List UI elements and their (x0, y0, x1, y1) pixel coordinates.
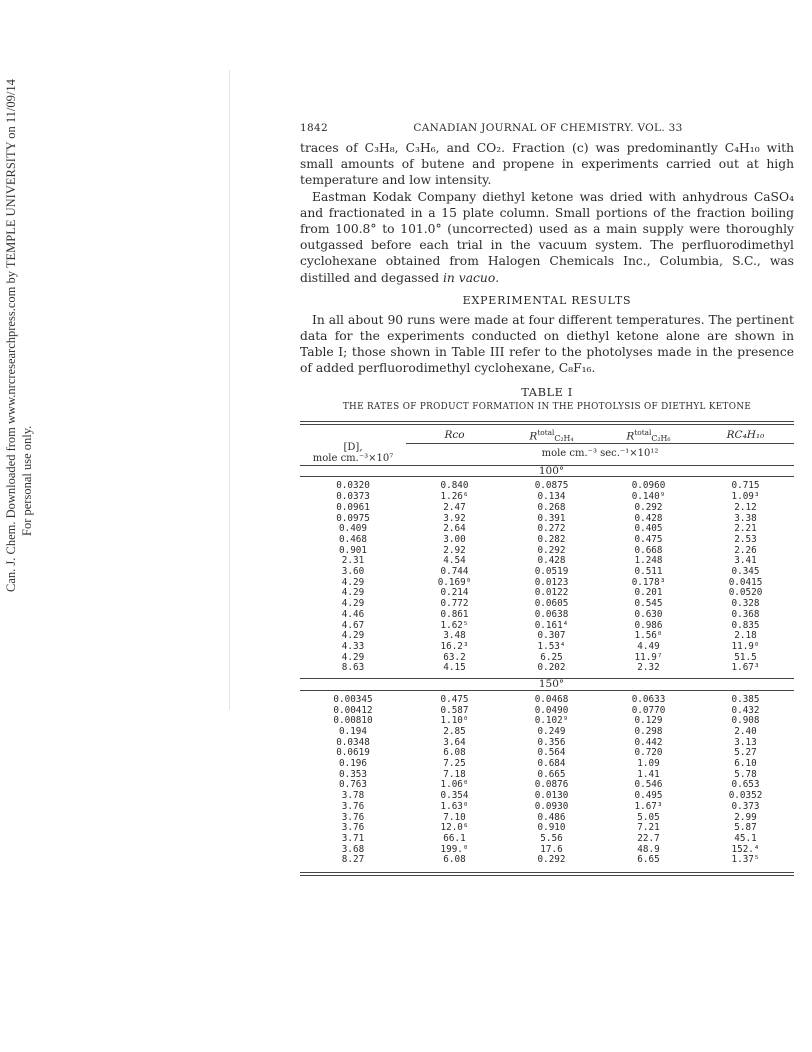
table-cell: 0.201 (634, 587, 663, 599)
table-cell: 0.268 (537, 501, 566, 513)
table-row (300, 610, 794, 621)
table-cell: 0.475 (634, 533, 663, 545)
table-cell: 2.53 (734, 533, 757, 545)
table-cell: 0.468 (339, 533, 367, 545)
table-cell: 1.67³ (634, 800, 663, 812)
table-cell: 0.0490 (534, 704, 569, 716)
table-cell: 3.60 (341, 566, 365, 578)
download-notice-line: Can. J. Chem. Downloaded from www.nrcresearchpress.com by TEMPLE UNIVERSITY on 11/09/14 (4, 79, 18, 592)
table-cell: 5.27 (734, 747, 757, 759)
table-cell: 7.25 (443, 758, 466, 770)
col-header-c2h6: $R^{total}C_2H_6$ (600, 428, 697, 444)
table-cell: 0.129 (634, 715, 663, 727)
table-cell: 0.178³ (631, 576, 666, 588)
table-cell: 1.53⁴ (537, 641, 566, 652)
table-cell: 66.1 (443, 832, 466, 844)
table-cell: 0.292 (537, 544, 566, 556)
table-cell: 3.76 (341, 822, 365, 834)
running-title: CANADIAN JOURNAL OF CHEMISTRY. VOL. 33 (413, 122, 683, 134)
temperature-row (300, 679, 794, 691)
table-cell: 0.720 (634, 747, 663, 759)
table-cell: 0.0961 (336, 501, 370, 513)
table-cell: 2.32 (637, 662, 660, 674)
table-cell: 0.194 (339, 725, 367, 737)
table-cell: 4.54 (443, 555, 466, 567)
table-cell: 199.⁰ (440, 843, 469, 855)
table-cell: 4.29 (341, 651, 365, 663)
table-cell: 0.00810 (333, 715, 373, 727)
personal-use-notice: For personal use only. (20, 425, 34, 536)
table-row (300, 802, 794, 813)
table-cell: 6.08 (443, 854, 466, 866)
table-cell: 16.2³ (440, 641, 469, 652)
table-cell: 0.405 (634, 523, 663, 535)
table-cell: 0.442 (634, 736, 663, 748)
table-cell: 0.986 (634, 619, 663, 631)
table-cell: 1.67³ (731, 662, 760, 674)
table-cell: 0.0770 (631, 704, 666, 716)
table-cell: 4.29 (341, 576, 365, 588)
table-cell: 0.0130 (534, 790, 569, 802)
table-cell: 0.0373 (336, 491, 370, 503)
table-cell: 4.46 (341, 608, 365, 620)
table-caption: THE RATES OF PRODUCT FORMATION IN THE PHOTOLYSIS OF DIETHYL KETONE (342, 401, 752, 412)
table-cell: 0.307 (537, 630, 566, 642)
table-cell: 152.⁴ (731, 843, 760, 855)
table-cell: 51.5 (734, 651, 757, 663)
table-cell: 0.196 (339, 758, 367, 770)
table-cell: 0.409 (339, 523, 367, 535)
running-header (300, 122, 794, 134)
table-cell: 2.31 (341, 555, 365, 567)
table-cell: 0.356 (537, 736, 566, 748)
margin-rule (229, 70, 230, 710)
table-cell: 2.47 (443, 501, 466, 513)
table-cell: 0.0605 (534, 598, 569, 610)
table-cell: 2.64 (443, 523, 466, 535)
table-cell: 3.13 (734, 736, 757, 748)
table-cell: 4.67 (341, 619, 365, 631)
table-cell: 0.587 (440, 704, 469, 716)
table-cell: 0.0975 (336, 512, 370, 524)
table-cell: 0.272 (537, 523, 566, 535)
page-number: 1842 (300, 122, 328, 134)
table-cell: 3.76 (341, 800, 365, 812)
table-row (300, 695, 794, 706)
table-cell: 2.18 (734, 630, 757, 642)
table-cell: 6.25 (540, 651, 563, 663)
table-cell: 0.0638 (534, 608, 569, 620)
paragraph: In all about 90 runs were made at four different temperatures. The pertinent data for the experiments conducted on diethyl ketone alone are shown in Table I; those shown in Table III refer to the photolyses made in the presence of added perfluorodimethyl cyclohexane, C₈F₁₆. (300, 312, 794, 376)
col-header-rco: Rco (406, 428, 503, 444)
table-cell: 0.428 (537, 555, 566, 567)
table-cell: 3.76 (341, 811, 365, 823)
table-cell: 0.328 (731, 598, 760, 610)
table-cell: 0.161⁴ (534, 619, 569, 631)
table-cell: 0.169⁰ (437, 576, 472, 588)
table-cell: 0.495 (634, 790, 663, 802)
table-cell: 0.00345 (333, 693, 373, 705)
journal-page (300, 122, 794, 876)
table-cell: 1.26⁶ (440, 491, 469, 503)
temperature-label: 100° (503, 465, 600, 477)
table-cell: 0.0930 (534, 800, 569, 812)
table-cell: 0.653 (731, 779, 760, 791)
table-cell: 0.546 (634, 779, 663, 791)
table-cell: 0.432 (731, 704, 760, 716)
table-cell: 0.298 (634, 725, 663, 737)
table-cell: 1.248 (634, 555, 663, 567)
table-cell: 3.41 (734, 555, 757, 567)
table-cell: 0.0876 (534, 779, 569, 791)
table-cell: 0.0633 (631, 693, 666, 705)
table-cell: 2.40 (734, 725, 757, 737)
data-table (300, 421, 794, 876)
table-cell: 0.102⁹ (534, 715, 569, 727)
table-cell: 11.9⁷ (634, 651, 663, 663)
table-cell: 2.99 (734, 811, 757, 823)
temperature-row (300, 465, 794, 477)
section-heading: EXPERIMENTAL RESULTS (462, 293, 632, 307)
table-cell: 0.0122 (534, 587, 569, 599)
table-cell: 8.63 (341, 662, 365, 674)
table-cell: 0.249 (537, 725, 566, 737)
table-cell: 0.0352 (728, 790, 763, 802)
table-cell: 5.78 (734, 768, 757, 780)
table-cell: 2.92 (443, 544, 466, 556)
table-cell: 1.09 (637, 758, 660, 770)
table-cell: 0.292 (634, 501, 663, 513)
table-cell: 0.772 (440, 598, 469, 610)
table-cell: 5.05 (637, 811, 660, 823)
table-cell: 0.353 (339, 768, 367, 780)
table-cell: 4.29 (341, 598, 365, 610)
table-cell: 3.92 (443, 512, 466, 524)
table-cell: 0.0320 (336, 480, 370, 492)
table-cell: 3.38 (734, 512, 757, 524)
table-cell: 1.41 (637, 768, 660, 780)
table-cell: 12.0⁶ (440, 822, 469, 834)
table-cell: 63.2 (443, 651, 466, 663)
table-cell: 0.0619 (336, 747, 370, 759)
col-header-d: [D], mole cm.⁻³×10⁷ (312, 442, 394, 465)
table-cell: 1.06⁰ (440, 779, 469, 791)
table-cell: 0.0520 (728, 587, 763, 599)
table-cell: 0.282 (537, 533, 566, 545)
table-cell: 0.630 (634, 608, 663, 620)
paragraph (300, 189, 794, 286)
table-cell: 4.15 (443, 662, 466, 674)
table-cell: 0.391 (537, 512, 566, 524)
table-cell: 0.428 (634, 512, 663, 524)
table-cell: 0.908 (731, 715, 760, 727)
table-cell: 1.56⁰ (634, 630, 663, 642)
table-cell: 45.1 (734, 832, 757, 844)
table-cell: 7.10 (443, 811, 466, 823)
table-cell: 7.18 (443, 768, 466, 780)
table-cell: 0.835 (731, 619, 760, 631)
table-cell: 0.345 (731, 566, 760, 578)
table-cell: 0.665 (537, 768, 566, 780)
table-cell: 48.9 (637, 843, 660, 855)
table-cell: 3.00 (443, 533, 466, 545)
table-cell: 1.09³ (731, 491, 760, 503)
table-cell: 3.71 (341, 832, 365, 844)
table-cell: 1.37⁵ (731, 854, 760, 866)
table-cell: 0.00412 (333, 704, 373, 716)
table-cell: 0.744 (440, 566, 469, 578)
table-cell: 4.33 (341, 641, 365, 652)
table-cell: 6.10 (734, 758, 757, 770)
table-cell: 3.48 (443, 630, 466, 642)
table-cell: 0.354 (440, 790, 469, 802)
table-cell: 0.668 (634, 544, 663, 556)
table-row (300, 855, 794, 866)
units-row (300, 443, 794, 465)
paragraph: traces of C₃H₈, C₃H₆, and CO₂. Fraction (c) was predominantly C₄H₁₀ with small amounts of butene and propene in experiments carried out at high temperature and low intensity. (300, 141, 794, 188)
table-cell: 6.65 (637, 854, 660, 866)
table-row (300, 503, 794, 514)
table-cell: 0.486 (537, 811, 566, 823)
table-cell: 0.715 (731, 480, 760, 492)
table-cell: 0.385 (731, 693, 760, 705)
table-cell: 0.0468 (534, 693, 569, 705)
table-cell: 3.68 (341, 843, 365, 855)
temperature-label: 150° (503, 679, 600, 691)
table-cell: 2.12 (734, 501, 757, 513)
table-cell: 17.6 (540, 843, 563, 855)
table-cell: 0.0875 (534, 480, 569, 492)
table-title: TABLE I (521, 384, 573, 399)
table-cell: 6.08 (443, 747, 466, 759)
table-cell: 0.202 (537, 662, 566, 674)
table-cell: 3.64 (443, 736, 466, 748)
table-cell: 1.63⁰ (440, 800, 469, 812)
table-cell: 8.27 (341, 854, 365, 866)
table-cell: 0.684 (537, 758, 566, 770)
table-cell: 0.292 (537, 854, 566, 866)
download-notice (0, 79, 40, 594)
table-cell: 0.840 (440, 480, 469, 492)
table-cell: 0.910 (537, 822, 566, 834)
table-cell: 0.214 (440, 587, 469, 599)
table-cell: 2.26 (734, 544, 757, 556)
table-cell: 1.10⁰ (440, 715, 469, 727)
table-cell: 4.49 (637, 641, 660, 652)
table-cell: 4.29 (341, 630, 365, 642)
table-cell: 5.56 (540, 832, 563, 844)
table-cell: 0.140⁹ (631, 491, 666, 503)
table-cell: 0.0415 (728, 576, 763, 588)
col-header-c2h4: $R^{total}C_2H_4$ (503, 428, 600, 444)
table-cell: 0.134 (537, 491, 566, 503)
col-header-c4h10: RC₄H₁₀ (697, 428, 794, 444)
table-cell: 0.511 (634, 566, 663, 578)
table-cell: 2.21 (734, 523, 757, 535)
table-cell: 22.7 (637, 832, 660, 844)
table-cell: 1.62⁵ (440, 619, 469, 631)
paragraph-text: Eastman Kodak Company diethyl ketone was dried with anhydrous CaSO₄ and fractionated in a 15 plate column. Small portions of the fraction boiling from 100.8° to 101.0° (uncorrected) used as a main supply were thoroughly outgassed before each trial in the vacuum system. The perfluorodimethyl cyclohexane obtained from Halogen Chemicals Inc., Columbia, S.C., was distilled and degassed in vacuo. (300, 189, 794, 285)
header-row (300, 428, 794, 444)
table-row (300, 663, 794, 674)
table-cell: 0.763 (339, 779, 367, 791)
table-cell: 0.0348 (336, 736, 370, 748)
table-cell: 0.0519 (534, 566, 569, 578)
table-cell: 0.0123 (534, 576, 569, 588)
table-cell: 0.0960 (631, 480, 666, 492)
table-cell: 0.564 (537, 747, 566, 759)
table-cell: 0.545 (634, 598, 663, 610)
table-cell: 2.85 (443, 725, 466, 737)
table-cell: 0.368 (731, 608, 760, 620)
table-cell: 11.9⁰ (731, 641, 760, 652)
table-cell: 0.861 (440, 608, 469, 620)
table-cell: 5.87 (734, 822, 757, 834)
table-cell: 0.475 (440, 693, 469, 705)
table-cell: 4.29 (341, 587, 365, 599)
table-cell: 0.901 (339, 544, 367, 556)
table-cell: 3.78 (341, 790, 365, 802)
table-cell: 7.21 (637, 822, 660, 834)
rate-units: mole cm.⁻³ sec.⁻¹×10¹² (541, 447, 659, 459)
table-cell: 0.373 (731, 800, 760, 812)
